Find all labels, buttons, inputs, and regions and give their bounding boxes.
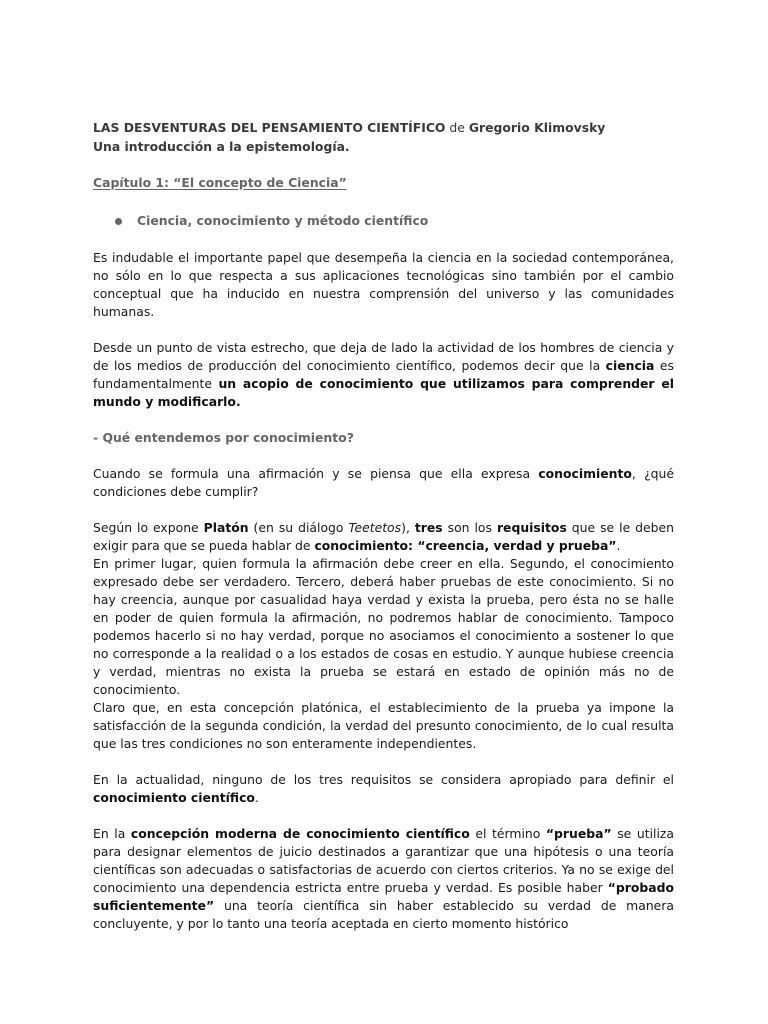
p3-text-c: , ¿qué condiciones debe cumplir? (93, 466, 674, 499)
p2-bold-ciencia: ciencia (605, 358, 655, 373)
by-word: de (445, 120, 469, 135)
p8-text-g: una teoría científica sin haber establecido su verdad de manera concluyente, y por lo tanto una teoría aceptada en cierto momento histórico (93, 898, 674, 931)
paragraph-7 (93, 771, 674, 807)
section-title: Ciencia, conocimiento y método científico (137, 213, 429, 228)
p2-bold-definition: un acopio de conocimiento que utilizamos para comprender el mundo y modificarlo. (93, 376, 674, 409)
paragraph-4 (93, 519, 674, 555)
p4-text-a: Según lo expone (93, 520, 204, 535)
p4-text-c: (en su diálogo (248, 520, 349, 535)
paragraph-2 (93, 339, 674, 411)
paragraph-6: Claro que, en esta concepción platónica, el establecimiento de la prueba ya impone la satisfacción de la segunda condición, la verdad del presunto conocimiento, de lo cual resulta que las tres condiciones no son enteramente independientes. (93, 700, 674, 751)
p7-text-c: . (254, 790, 259, 805)
p4-bold-tres: tres (414, 520, 443, 535)
p2-text-c: es fundamentalmente (93, 358, 674, 391)
p4-italic-teetetos: Teetetos (348, 520, 402, 535)
p8-text-c: el término (469, 826, 546, 841)
book-title: LAS DESVENTURAS DEL PENSAMIENTO CIENTÍFICO (93, 120, 446, 135)
paragraph-5: En primer lugar, quien formula la afirmación debe creer en ella. Segundo, el conocimiento expresado debe ser verdadero. Tercero, deberá haber pruebas de este conocimiento. Si no hay creencia, aunque por casualidad haya verdad y exista la prueba, pero ésta no se halle en poder de quien formula la afirmación, no podremos hablar de conocimiento. Tampoco podemos hacerlo si no hay verdad, porque no asociamos el conocimiento a sostener lo que no corresponde a la realidad o a los estados de cosas en estudio. Y aunque hubiese creencia y verdad, mientras no exista la prueba se estará en estado de opinión más no de conocimiento. (93, 556, 674, 697)
chapter-title: Capítulo 1: “El concepto de Ciencia” (93, 175, 347, 190)
p3-text-a: Cuando se formula una afirmación y se piensa que ella expresa (93, 466, 539, 481)
p4-text-g: son los (442, 520, 497, 535)
book-title-line (93, 118, 674, 137)
p2-text-a: Desde un punto de vista estrecho, que deja de lado la actividad de los hombres de ciencia y de los medios de producción del conocimiento científico, podemos decir que la (93, 340, 674, 373)
p4-text-e: ), (401, 520, 415, 535)
p8-bold-concepcion: concepción moderna de conocimiento científico (130, 826, 470, 841)
subheading-conocimiento: - Qué entendemos por conocimiento? (93, 430, 354, 445)
p4-text-i: que se le deben exigir para que se pueda hablar de (93, 520, 674, 553)
book-subtitle: Una introducción a la epistemología. (93, 139, 350, 154)
p3-bold-conocimiento: conocimiento (538, 466, 632, 481)
p8-text-e: se utiliza para designar elementos de juicio destinados a garantizar que una hipótesis o una teoría científicas son adecuadas o satisfactorias de acuerdo con ciertos criterios. Ya no se exige del conocimiento una dependencia estricta entre prueba y verdad. Es posible haber (93, 826, 675, 895)
p8-text-a: En la (93, 826, 131, 841)
p8-bold-probado: “probado suficientemente” (93, 880, 674, 913)
p4-bold-conocimiento: conocimiento: “creencia, verdad y prueba” (314, 538, 617, 553)
p4-text-k: . (616, 538, 621, 553)
p4-bold-platon: Platón (203, 520, 249, 535)
p8-bold-prueba: “prueba” (545, 826, 612, 841)
paragraph-1: Es indudable el importante papel que desempeña la ciencia en la sociedad contemporánea, no sólo en lo que respecta a sus aplicaciones tecnológicas sino también por el cambio conceptual que ha inducido en nuestra comprensión del universo y las comunidades humanas. (93, 250, 674, 319)
paragraph-8 (93, 825, 674, 933)
p4-bold-requisitos: requisitos (496, 520, 567, 535)
paragraph-3 (93, 465, 674, 501)
p7-bold-conocimiento-cientifico: conocimiento científico (93, 790, 255, 805)
author-name: Gregorio Klimovsky (468, 120, 606, 135)
section-heading (115, 211, 674, 231)
p7-text-a: En la actualidad, ninguno de los tres requisitos se considera apropiado para definir el (93, 772, 674, 787)
bullet-icon (115, 218, 122, 225)
